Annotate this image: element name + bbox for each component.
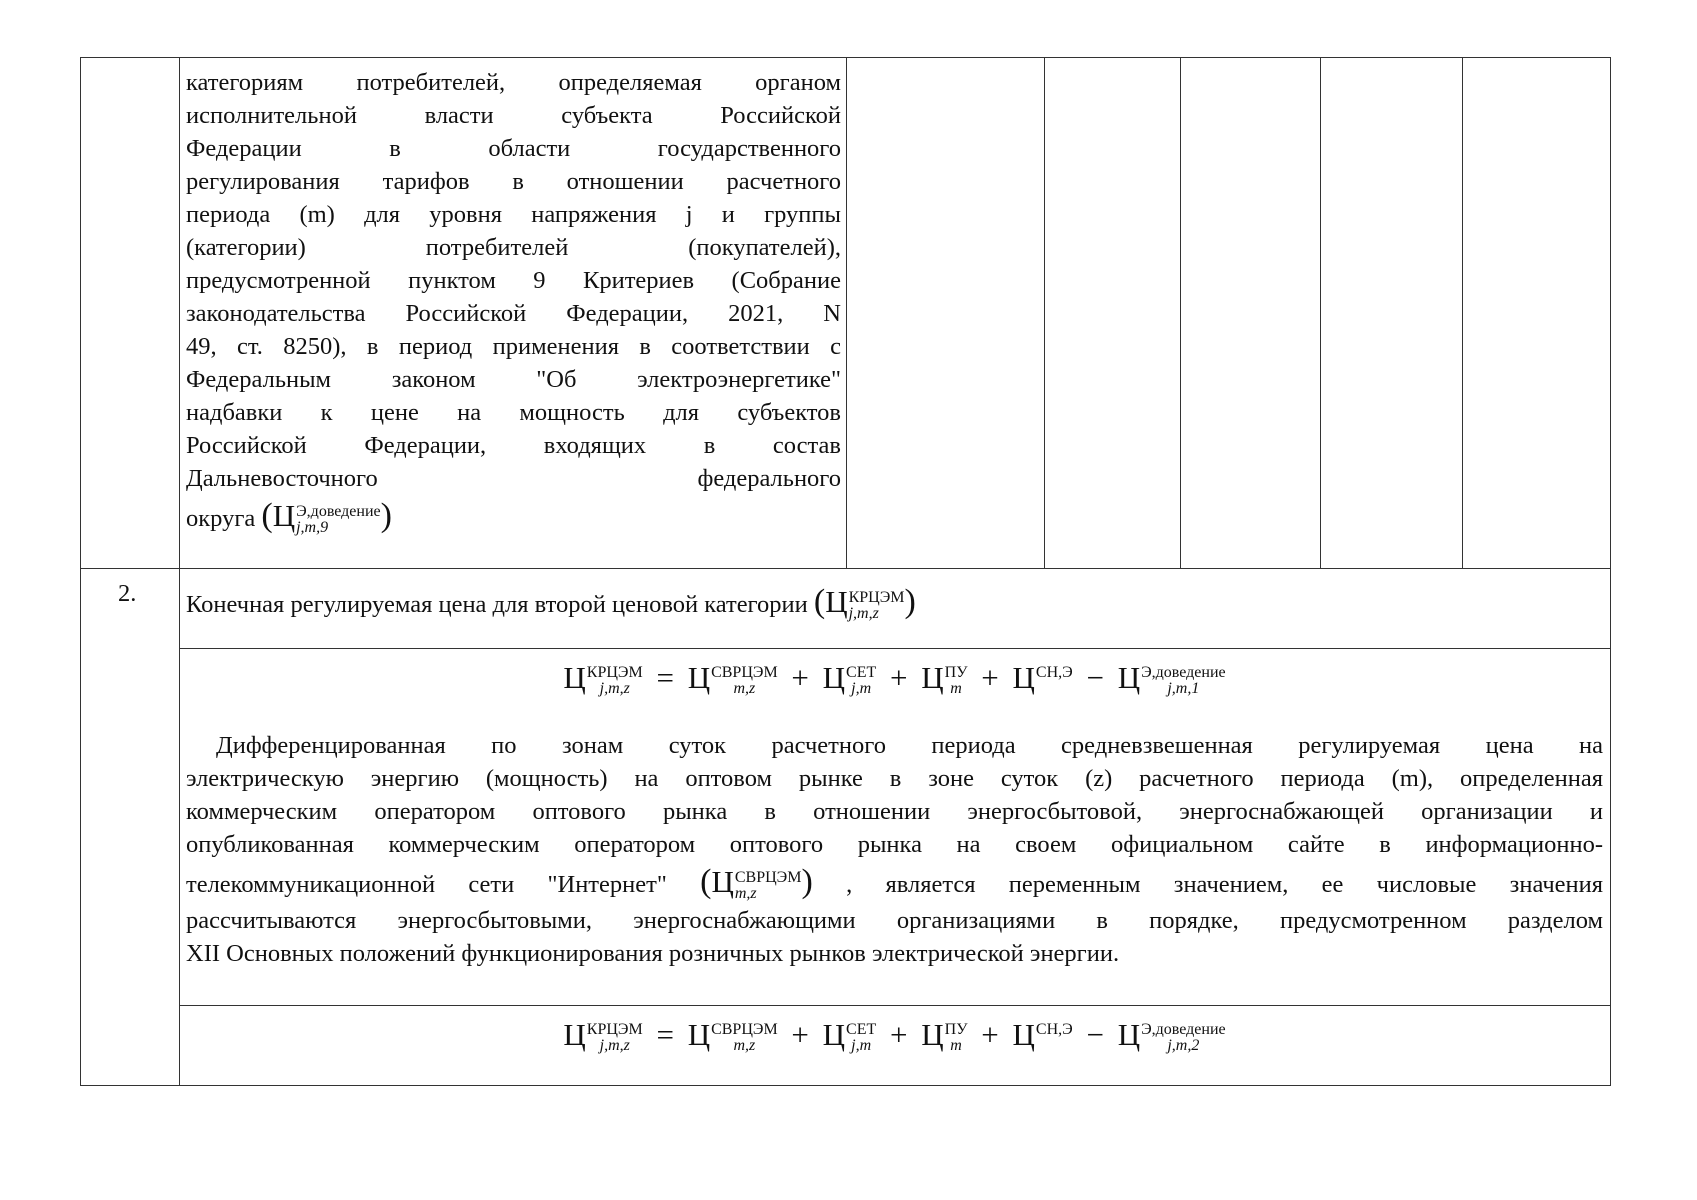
symbol-subscript <box>1036 681 1073 697</box>
row2-number: 2. <box>118 580 137 607</box>
text-line: периода (m) для уровня напряжения j и группы <box>186 201 841 228</box>
column-divider-number <box>179 57 180 1085</box>
text-line: коммерческим оператором оптового рынка в отношении энергосбытовой, энергоснабжающей организации и <box>186 798 1603 825</box>
price-symbol: Ц <box>1012 660 1035 695</box>
text-line: Федерации в области государственного <box>186 135 841 162</box>
symbol-subscript: j,m,z <box>848 605 879 623</box>
text-line: Федеральным законом "Об электроэнергетике" <box>186 366 841 393</box>
text-segment: телекоммуникационной сети "Интернет" <box>186 871 667 898</box>
symbol-superscript: СВРЦЭМ <box>711 663 778 681</box>
symbol-indices <box>846 665 876 697</box>
text-line: категориям потребителей, определяемая органом <box>186 69 841 96</box>
symbol-indices <box>587 665 643 697</box>
minus-sign: − <box>1086 1017 1104 1052</box>
column-divider <box>1044 57 1045 568</box>
symbol-superscript: КРЦЭМ <box>848 589 905 607</box>
symbol-indices <box>711 665 778 697</box>
close-paren: ) <box>904 583 916 620</box>
symbol-subscript: m <box>950 1036 962 1054</box>
text-line-with-symbol <box>186 865 1603 902</box>
inline-symbol <box>700 863 813 903</box>
price-symbol: Ц <box>822 1017 846 1052</box>
row-divider <box>80 568 1611 569</box>
text-line: рассчитываются энергосбытовыми, энергоснабжающими организациями в порядке, предусмотренном разделом <box>186 907 1603 935</box>
open-paren: ( <box>261 497 273 534</box>
text-line-with-symbol <box>186 499 841 536</box>
text-line: предусмотренной пунктом 9 Критериев (Собрание <box>186 267 841 294</box>
symbol-superscript: Э,доведение <box>1141 663 1226 681</box>
formula-2 <box>179 1017 1610 1054</box>
column-divider <box>846 57 847 568</box>
symbol-indices <box>1141 1022 1226 1054</box>
equals-sign: = <box>656 660 674 695</box>
symbol-indices <box>735 870 802 902</box>
formula-1 <box>179 660 1610 697</box>
symbol-indices <box>1036 665 1073 697</box>
symbol-subscript: m,z <box>734 885 757 903</box>
symbol-indices <box>846 1022 876 1054</box>
open-paren: ( <box>813 583 826 620</box>
text-line: Дифференцированная по зонам суток расчетного периода средневзвешенная регулируемая цена на <box>216 732 1603 759</box>
price-symbol: Ц <box>711 864 734 899</box>
plus-sign: + <box>890 1017 908 1052</box>
symbol-indices <box>849 590 905 622</box>
symbol-indices <box>587 1022 643 1054</box>
symbol-subscript: j,m,1 <box>1167 679 1200 697</box>
price-symbol: Ц <box>687 660 711 695</box>
row2-paragraph <box>186 729 1603 970</box>
column-divider <box>1320 57 1321 568</box>
row-divider <box>179 648 1611 649</box>
plus-sign: + <box>981 660 999 695</box>
text-line: надбавки к цене на мощность для субъектов <box>186 399 841 426</box>
minus-sign: − <box>1086 660 1104 695</box>
table-border-left <box>80 57 81 1085</box>
column-divider <box>1180 57 1181 568</box>
close-paren: ) <box>380 497 392 534</box>
text-line: Российской Федерации, входящих в состав <box>186 432 841 459</box>
symbol-superscript: СН,Э <box>1035 1020 1073 1038</box>
text-line: (категории) потребителей (покупателей), <box>186 234 841 261</box>
plus-sign: + <box>791 660 809 695</box>
close-paren: ) <box>801 863 813 900</box>
text-line: законодательства Российской Федерации, 2021, N <box>186 300 841 327</box>
table-border-bottom <box>80 1085 1611 1086</box>
symbol-superscript: ПУ <box>944 663 968 681</box>
price-symbol: Ц <box>825 584 848 619</box>
equals-sign: = <box>656 1017 674 1052</box>
plus-sign: + <box>981 1017 999 1052</box>
symbol-superscript: СВРЦЭМ <box>711 1020 778 1038</box>
symbol-superscript: Э,доведение <box>1141 1020 1226 1038</box>
symbol-subscript: j,m,z <box>599 679 630 697</box>
row2-title <box>186 583 916 622</box>
symbol-subscript: j,m,2 <box>1167 1036 1200 1054</box>
text-line: опубликованная коммерческим оператором оптового рынка на своем официальном сайте в информационно- <box>186 831 1603 858</box>
row1-description <box>186 66 841 536</box>
price-symbol: Ц <box>1117 660 1141 695</box>
symbol-superscript: СЕТ <box>846 663 877 681</box>
symbol-superscript: СН,Э <box>1035 663 1073 681</box>
table-border-top <box>80 57 1611 58</box>
symbol-indices <box>296 504 381 536</box>
symbol-superscript: КРЦЭМ <box>586 663 643 681</box>
symbol-subscript <box>1036 1038 1073 1054</box>
table-border-right <box>1610 57 1611 1085</box>
price-symbol: Ц <box>822 660 846 695</box>
text-segment: , является переменным значением, ее числовые значения <box>846 871 1604 898</box>
symbol-superscript: КРЦЭМ <box>586 1020 643 1038</box>
text-line: исполнительной власти субъекта Российской <box>186 102 841 129</box>
plus-sign: + <box>890 660 908 695</box>
text-line-end: округа <box>186 505 256 532</box>
symbol-indices <box>1036 1022 1073 1054</box>
column-divider <box>1462 57 1463 568</box>
symbol-subscript: m <box>950 679 962 697</box>
symbol-indices <box>1141 665 1226 697</box>
symbol-superscript: ПУ <box>944 1020 968 1038</box>
row-divider <box>179 1005 1611 1006</box>
price-symbol: Ц <box>921 660 944 695</box>
symbol-superscript: СЕТ <box>846 1020 877 1038</box>
symbol-subscript: j,m <box>851 1036 872 1054</box>
text-line: XII Основных положений функционирования розничных рынков электрической энергии. <box>186 940 1120 968</box>
symbol-subscript: m,z <box>733 1036 756 1054</box>
symbol-indices <box>945 665 968 697</box>
price-symbol: Ц <box>563 660 586 695</box>
symbol-indices <box>945 1022 968 1054</box>
price-symbol: Ц <box>272 498 296 533</box>
text-line: Дальневосточного федерального <box>186 465 841 492</box>
price-symbol: Ц <box>1012 1017 1035 1052</box>
symbol-subscript: m,z <box>733 679 756 697</box>
text-line: 49, ст. 8250), в период применения в соответствии с <box>186 333 841 360</box>
symbol-subscript: j,m,z <box>599 1036 630 1054</box>
text-line: регулирования тарифов в отношении расчетного <box>186 168 841 195</box>
title-text: Конечная регулируемая цена для второй ценовой категории <box>186 591 808 618</box>
open-paren: ( <box>700 863 712 900</box>
symbol-subscript: j,m,9 <box>296 519 329 537</box>
tariff-table <box>80 57 1610 1085</box>
symbol-superscript: СВРЦЭМ <box>734 869 802 887</box>
symbol-subscript: j,m <box>851 679 872 697</box>
symbol-indices <box>711 1022 778 1054</box>
price-symbol: Ц <box>687 1017 711 1052</box>
plus-sign: + <box>791 1017 809 1052</box>
symbol-superscript: Э,доведение <box>296 503 381 521</box>
price-symbol: Ц <box>1117 1017 1141 1052</box>
price-symbol: Ц <box>563 1017 586 1052</box>
price-symbol: Ц <box>921 1017 944 1052</box>
text-line: электрическую энергию (мощность) на оптовом рынке в зоне суток (z) расчетного периода (m), определенная <box>186 765 1603 792</box>
